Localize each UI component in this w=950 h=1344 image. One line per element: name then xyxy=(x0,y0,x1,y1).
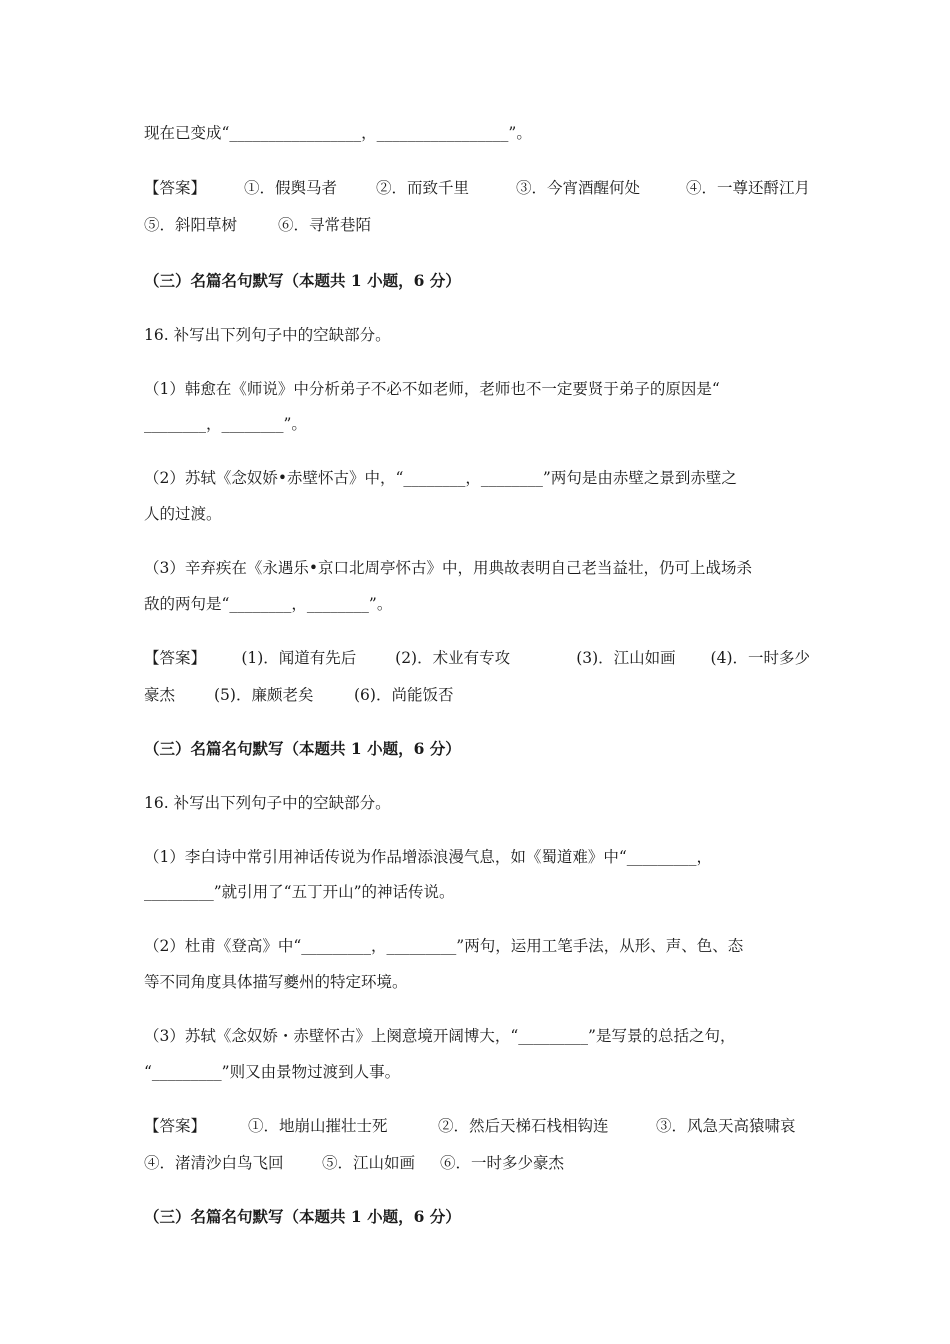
intro-line: 现在已变成“_________________，_________________”。 xyxy=(144,124,532,142)
answer-row xyxy=(144,1115,810,1137)
answer-item: ①．假舆马者 xyxy=(244,179,338,197)
section-heading: （三）名篇名句默写（本题共 1 小题，6 分） xyxy=(144,739,461,758)
question-text: （3）苏轼《念奴娇・赤壁怀古》上阕意境开阔博大，“_________”是写景的总括之句， xyxy=(144,1027,736,1045)
answer-label: 【答案】 xyxy=(144,179,207,197)
answer-item: ④．渚清沙白鸟飞回 xyxy=(144,1154,284,1172)
answer-item: (1)．闻道有先后 xyxy=(241,649,357,667)
question-text: （1）李白诗中常引用神话传说为作品增添浪漫气息，如《蜀道难》中“_________， xyxy=(144,848,713,866)
answer-item: (6)．尚能饭否 xyxy=(354,686,454,704)
answer-item: ⑤．斜阳草树 xyxy=(144,216,238,234)
question-text: 敌的两句是“________，________”。 xyxy=(144,595,393,613)
answer-label: 【答案】 xyxy=(144,649,207,667)
question-text: “_________”则又由景物过渡到人事。 xyxy=(144,1063,401,1081)
answer-item: ②．然后天梯石栈相钩连 xyxy=(438,1117,609,1135)
question-text: ________，________”。 xyxy=(144,415,307,433)
question-text: _________”就引用了“五丁开山”的神话传说。 xyxy=(144,883,455,901)
answer-item: (3)．江山如画 xyxy=(576,649,676,667)
question-text: （1）韩愈在《师说》中分析弟子不必不如老师，老师也不一定要贤于弟子的原因是“ xyxy=(144,380,720,398)
answer-item: ④．一尊还酹江月 xyxy=(686,179,811,197)
answer-item: ③．风急天高猿啸哀 xyxy=(656,1117,796,1135)
answer-item: 豪杰 xyxy=(144,686,176,704)
answer-label: 【答案】 xyxy=(144,1117,207,1135)
question-text: （2）苏轼《念奴娇•赤壁怀古》中，“________，________”两句是由赤壁之景到赤壁之 xyxy=(144,469,737,487)
answer-item: ⑤．江山如画 xyxy=(322,1154,416,1172)
question-text: 等不同角度具体描写夔州的特定环境。 xyxy=(144,973,408,991)
question-text: （2）杜甫《登高》中“_________，_________”两句，运用工笔手法，从形、声、色、态 xyxy=(144,937,744,955)
question-text: 人的过渡。 xyxy=(144,505,222,523)
answer-item: ①．地崩山摧壮士死 xyxy=(248,1117,388,1135)
answer-item: ⑥．一时多少豪杰 xyxy=(440,1154,565,1172)
answer-item: ③．今宵酒醒何处 xyxy=(516,179,641,197)
answer-item: ⑥．寻常巷陌 xyxy=(278,216,372,234)
answer-row xyxy=(144,214,810,236)
answer-row xyxy=(144,684,810,706)
answer-row xyxy=(144,647,810,669)
answer-item: (4)．一时多少 xyxy=(710,649,810,667)
question-stem: 16. 补写出下列句子中的空缺部分。 xyxy=(144,794,391,812)
answer-row xyxy=(144,1152,810,1174)
question-text: （3）辛弃疾在《永遇乐•京口北周亭怀古》中，用典故表明自己老当益壮，仍可上战场杀 xyxy=(144,559,753,577)
section-heading: （三）名篇名句默写（本题共 1 小题，6 分） xyxy=(144,271,461,290)
answer-item: (5)．廉颇老矣 xyxy=(214,686,314,704)
question-stem: 16. 补写出下列句子中的空缺部分。 xyxy=(144,326,391,344)
answer-item: (2)．术业有专攻 xyxy=(395,649,511,667)
answer-item: ②．而致千里 xyxy=(376,179,470,197)
answer-row xyxy=(144,177,810,199)
section-heading: （三）名篇名句默写（本题共 1 小题，6 分） xyxy=(144,1207,461,1226)
